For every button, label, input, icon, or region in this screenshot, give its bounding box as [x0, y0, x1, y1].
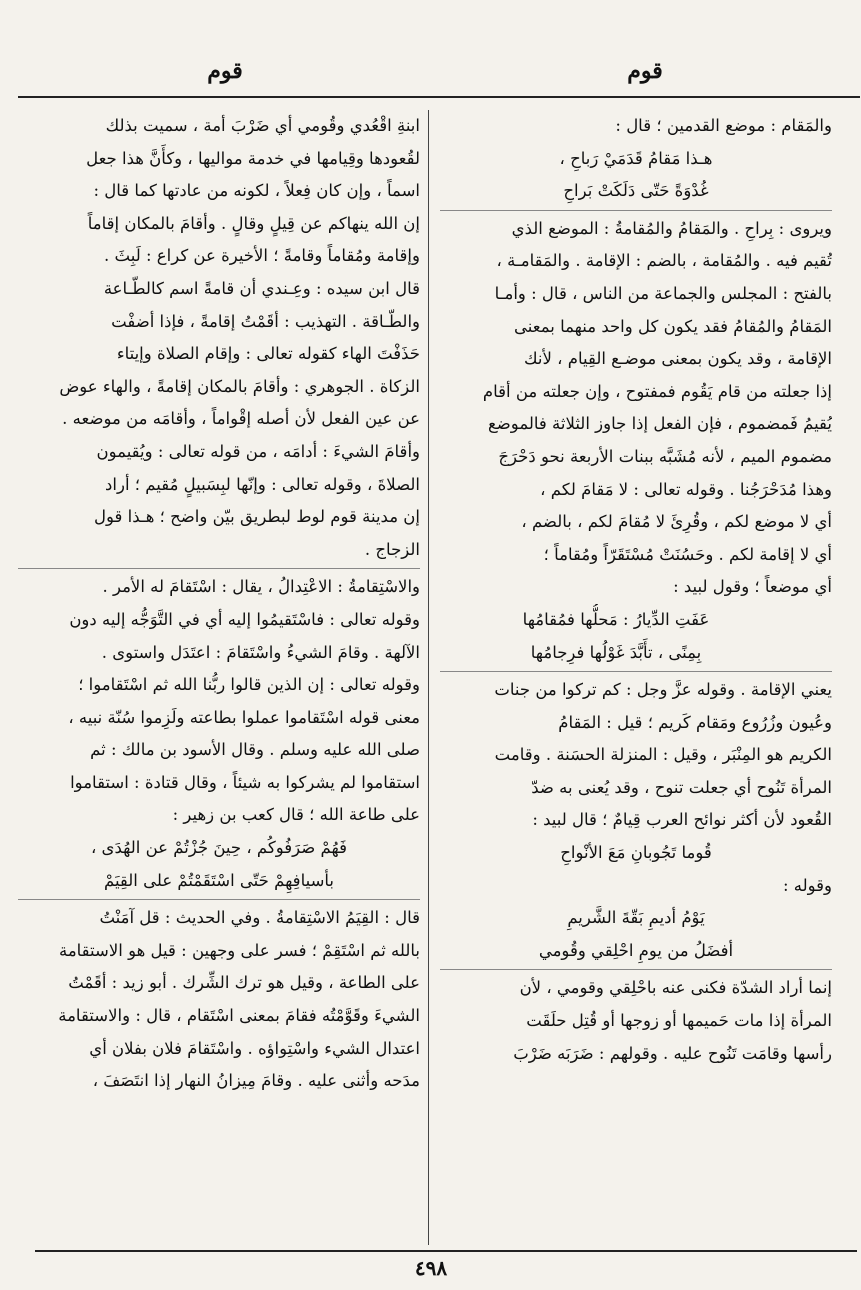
- verse-line: بأسيافِهِمْ حَتّى اسْتَقَمْتُمْ على القِيَمْ: [103, 870, 335, 890]
- text-line: القُعود لأن أكثر نوائح العرب قِيامٌ ؛ قال لبيد :: [532, 810, 832, 830]
- right-column: [440, 110, 832, 1240]
- text-line: قال ابن سيده : وعِـندي أن قامةً اسم كالطّـاعة: [103, 278, 420, 298]
- right-text-block-1: [440, 110, 832, 143]
- text-line: وقوله تعالى : إن الذين قالوا ربُّنا الله ثم اسْتَقاموا ؛: [78, 675, 420, 695]
- text-line: الشيءَ وقَوَّمْتُه فقامَ بمعنى اسْتَقام ، قال : والاستقامة: [58, 1006, 420, 1026]
- verse-line: عَفَتِ الدِّيارُ : مَحلُّها فمُقامُها: [522, 609, 710, 629]
- verse-line: فَهُمْ صَرَفُوكُم ، حِينَ جُزْتُمْ عن الهُدَى ،: [90, 838, 348, 858]
- verse-block: [440, 143, 832, 208]
- text-line: قال : القِيَمُ الاسْتِقامةُ . وفي الحديث : قل آمَنْتُ: [99, 908, 420, 928]
- text-line: وقوله تعالى : فاسْتَقيمُوا إليه أي في التَّوَجُّه إليه دون: [69, 609, 420, 629]
- left-text-block-1: [18, 110, 420, 566]
- section-divider: [440, 671, 832, 672]
- footer-rule: [35, 1250, 857, 1252]
- page-number: ٤٩٨: [414, 1256, 448, 1280]
- column-divider: [428, 110, 429, 1245]
- text-line: معنى قوله اسْتَقاموا عملوا بطاعته ولَزِموا سُنّة نبيه ،: [68, 707, 420, 727]
- section-divider: [440, 210, 832, 211]
- section-divider: [18, 899, 420, 900]
- text-line: بالله ثم اسْتَقِمْ ؛ فسر على وجهين : قيل هو الاستقامة: [58, 940, 420, 960]
- right-text-block-4: [440, 870, 832, 903]
- right-text-block-3: [440, 674, 832, 837]
- text-line: المَقامُ والمُقامُ فقد يكون كل واحد منهما بمعنى: [514, 316, 832, 336]
- verse-block: [440, 837, 832, 870]
- verse-block: [440, 902, 832, 967]
- text-line: ويروى : بِراحِ . والمَقامُ والمُقامةُ : الموضع الذي: [511, 218, 832, 238]
- text-line: المرأة تَنُوح أي جعلت تنوح ، وقد يُعنى به ضدّ: [531, 777, 832, 797]
- left-text-block-2: [18, 571, 420, 832]
- left-column: [18, 110, 420, 1240]
- text-line: بالفتح : المجلس والجماعة من الناس ، قال : وأمـا: [494, 283, 832, 303]
- text-line: صلى الله عليه وسلم . وقال الأسود بن مالك : ثم: [90, 740, 420, 760]
- text-line: اعتدال الشيء واسْتِواؤه . واسْتَقامَ فلان بفلان أي: [89, 1038, 420, 1058]
- text-line: إنما أراد الشدّة فكنى عنه باحْلِقي وقومي ، لأن: [519, 978, 832, 998]
- text-line: وأقامَ الشيءَ : أدامَه ، من قوله تعالى : ويُقيمون: [96, 441, 420, 461]
- text-line: وقوله :: [782, 875, 832, 895]
- text-line: وهذا مُدَحْرَجُنا . وقوله تعالى : لا مَقامَ لكم ،: [540, 479, 832, 499]
- text-line: إن الله ينهاكم عن قِيلٍ وقالٍ . وأقامَ بالمكان إقاماً: [87, 213, 420, 233]
- text-line: وعُيون وزُرُوع ومَقام كَريم ؛ قيل : المَقامُ: [558, 712, 832, 732]
- right-text-block-2: [440, 213, 832, 604]
- right-text-block-5: [440, 972, 832, 1070]
- verse-block: [440, 604, 832, 669]
- text-line: وإقامة ومُقاماً وقامةً ؛ الأخيرة عن كراع : لَبِثَ .: [104, 246, 420, 266]
- verse-line: هـذا مَقامُ قَدَمَيْ رَباحِ ،: [559, 148, 713, 168]
- text-line: والمَقام : موضع القدمين ؛ قال :: [615, 116, 832, 135]
- text-line: أي لا موضع لكم ، وقُرِئَ لا مُقامَ لكم ، بالضم ،: [521, 512, 832, 532]
- section-divider: [440, 969, 832, 970]
- text-line: حَذَفْتَ الهاء كقوله تعالى : وإقام الصلاة وإيتاء: [116, 344, 420, 364]
- text-line: الزجاج .: [364, 539, 420, 559]
- left-text-block-3: [18, 902, 420, 1098]
- text-line: المرأة إذا مات حَميمها أو زوجها أو قُتِل حلَقَت: [526, 1011, 832, 1031]
- text-line: رأسها وقامَت تَنُوح عليه . وقولهم : ضَرَبَه ضَرْبَ: [513, 1043, 832, 1063]
- text-line: استقاموا لم يشركوا به شيئاً ، وقال قتادة : استقاموا: [70, 772, 420, 792]
- text-line: اسماً ، وإن كان فِعلاً ، لكونه من عادتها كما قال :: [93, 181, 420, 201]
- text-line: عن عين الفعل لأن أصله إقْواماً ، وأقامَه من موضعه .: [62, 409, 420, 429]
- text-line: لقُعودها وقِيامها في خدمة مواليها ، وكأَنَّ هذا جعل: [86, 148, 420, 168]
- text-line: مضموم الميم ، لأنه مُشَبَّه ببنات الأربعة نحو دَحْرَجَ: [498, 446, 832, 466]
- text-line: أي لا إقامة لكم . وحَسُنَتْ مُسْتَقَرّاً ومُقاماً ؛: [543, 544, 832, 564]
- verse-line: قُوما تَجُوبانِ مَعَ الأنْواحِ: [560, 843, 712, 863]
- text-line: أي موضعاً ؛ وقول لبيد :: [673, 577, 832, 597]
- text-line: الإقامة ، وقد يكون بمعنى موضـع القِيام ، لأنك: [524, 349, 832, 369]
- verse-line: أفضَلُ من يومِ احْلِقي وقُومي: [538, 940, 734, 960]
- header-rule: [18, 96, 860, 98]
- text-line: الصلاةَ ، وقوله تعالى : وإنّها لبِسَبيلٍ مُقيم ؛ أراد: [105, 474, 420, 494]
- verse-line: يَوْمُ أديمِ بَقّةَ الشَّريمِ: [567, 908, 705, 928]
- text-line: إذا جعلته من قام يَقُوم فمفتوح ، وإن جعلته من أقام: [482, 381, 832, 401]
- verse-line: غُدْوَةً حَتّى دَلَكَتْ بَراحِ: [563, 181, 709, 201]
- text-line: تُقيم فيه . والمُقامة ، بالضم : الإقامة . والمَقامـة ،: [496, 251, 832, 271]
- text-line: على طاعة الله ؛ قال كعب بن زهير :: [172, 805, 420, 825]
- text-line: الزكاة . الجوهري : وأقامَ بالمكان إقامةً ، والهاء عوض: [59, 376, 420, 396]
- running-header-right: قوم: [627, 58, 663, 84]
- text-line: والطّـاقة . التهذيب : أقَمْتُ إقامةً ، فإذا أضفْت: [111, 311, 420, 331]
- text-line: يعني الإقامة . وقوله عزَّ وجل : كم تركوا من جنات: [494, 680, 832, 700]
- text-line: مدَحه وأثنى عليه . وقامَ مِيزانُ النهار إذا انتَصَفَ ،: [92, 1071, 420, 1091]
- text-line: الآلهة . وقامَ الشيءُ واسْتَقامَ : اعتَدَل واستوى .: [101, 642, 420, 662]
- text-line: إن مدينة قوم لوط لبطريق بيّن واضح ؛ هـذا قول: [93, 507, 420, 527]
- text-line: الكريم هو المِنْبَر ، وقيل : المنزلة الحسَنة . وقامت: [494, 745, 832, 765]
- running-header-left: قوم: [207, 58, 243, 84]
- text-line: والاسْتِقامةُ : الاعْتِدالُ ، يقال : اسْتَقامَ له الأمر .: [102, 577, 420, 597]
- text-line: يُقيمُ فَمضموم ، فإن الفعل إذا جاوز الثلاثة فالموضع: [488, 414, 832, 434]
- section-divider: [18, 568, 420, 569]
- text-line: ابنةِ اقْعُدي وقُومي أي ضَرْبَ أمة ، سميت بذلك: [105, 116, 420, 135]
- text-line: على الطاعة ، وقيل هو ترك الشِّرك . أبو زيد : أقَمْتُ: [68, 973, 420, 993]
- verse-block: [18, 832, 420, 897]
- verse-line: بِمِنًى ، تأَبَّدَ غَوْلُها فرِجامُها: [530, 642, 702, 662]
